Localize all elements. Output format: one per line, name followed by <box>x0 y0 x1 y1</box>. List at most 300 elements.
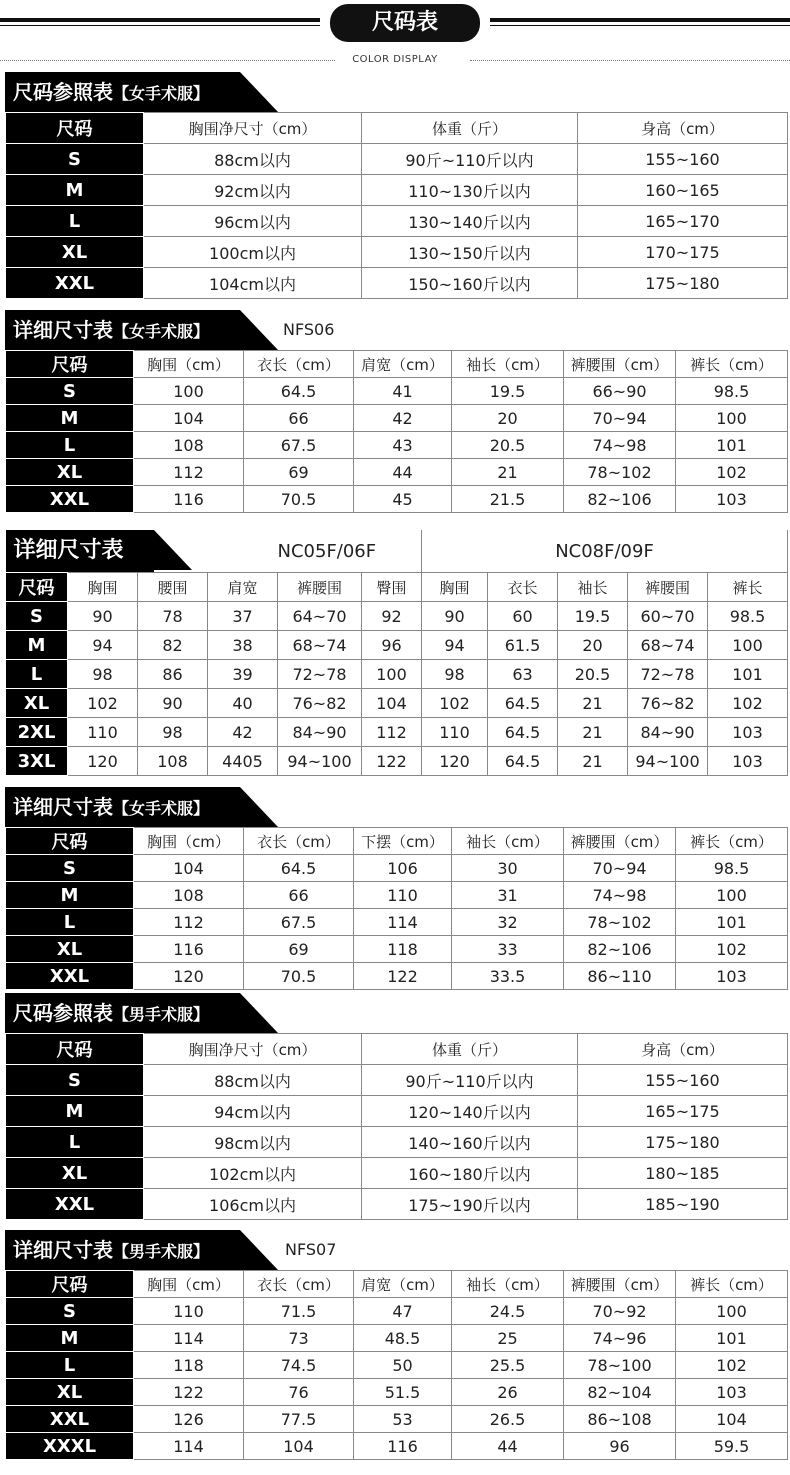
table-cell: 102cm以内 <box>144 1158 362 1189</box>
table-cell: 165~175 <box>578 1096 788 1127</box>
size-cell: XXL <box>6 1406 134 1433</box>
table-cell: 20 <box>452 405 564 432</box>
table-cell: 114 <box>134 1325 244 1352</box>
table-row <box>6 909 788 936</box>
size-cell: XL <box>6 1158 144 1189</box>
women-detail-hem-table <box>5 827 788 990</box>
size-cell: L <box>6 206 144 237</box>
table-cell: 64.5 <box>488 689 558 718</box>
header-cell: 裤腰围 <box>278 573 362 602</box>
table-row <box>6 175 788 206</box>
table-row <box>6 1127 788 1158</box>
table-cell: 104 <box>134 405 244 432</box>
nc-detail-table <box>5 530 788 776</box>
table-cell: 101 <box>676 432 788 459</box>
table-row <box>6 1325 788 1352</box>
table-cell: 122 <box>362 747 422 776</box>
table-cell: 108 <box>134 432 244 459</box>
table-cell: 70.5 <box>244 486 354 513</box>
table-cell: 96 <box>564 1433 676 1460</box>
table-row <box>6 237 788 268</box>
size-cell: M <box>6 1325 134 1352</box>
table-cell: 185~190 <box>578 1189 788 1220</box>
table-cell: 86 <box>138 660 208 689</box>
header-cell: 裤腰围 <box>628 573 708 602</box>
table-cell: 61.5 <box>488 631 558 660</box>
header-rule-left-thin <box>0 25 320 26</box>
size-cell: 2XL <box>6 718 68 747</box>
table-row <box>6 631 788 660</box>
nc-detail-section <box>5 530 787 776</box>
header-cell: 肩宽（cm） <box>354 1271 452 1298</box>
table-cell: 130~140斤以内 <box>362 206 578 237</box>
table-cell: 67.5 <box>244 432 354 459</box>
table-cell: 76~82 <box>278 689 362 718</box>
table-cell: 165~170 <box>578 206 788 237</box>
table-cell: 21 <box>558 747 628 776</box>
table-cell: 69 <box>244 459 354 486</box>
section-title-text: 详细尺寸表 <box>13 1238 113 1262</box>
header-cell: 胸围 <box>422 573 488 602</box>
table-cell: 84~90 <box>278 718 362 747</box>
size-cell: S <box>6 602 68 631</box>
table-row <box>6 268 788 299</box>
table-cell: 92 <box>362 602 422 631</box>
table-cell: 175~190斤以内 <box>362 1189 578 1220</box>
table-cell: 68~74 <box>278 631 362 660</box>
table-row <box>6 378 788 405</box>
table-header-row <box>6 351 788 378</box>
table-cell: 114 <box>354 909 452 936</box>
table-cell: 60 <box>488 602 558 631</box>
header-cell: 裤长（cm） <box>676 1271 788 1298</box>
table-cell: 78~102 <box>564 459 676 486</box>
table-cell: 116 <box>134 936 244 963</box>
table-row <box>6 1096 788 1127</box>
table-cell: 50 <box>354 1352 452 1379</box>
table-cell: 120 <box>68 747 138 776</box>
table-cell: 101 <box>676 1325 788 1352</box>
table-cell: 103 <box>676 486 788 513</box>
header-cell: 袖长（cm） <box>452 1271 564 1298</box>
table-cell: 98 <box>68 660 138 689</box>
table-cell: 98cm以内 <box>144 1127 362 1158</box>
table-row <box>6 432 788 459</box>
table-cell: 78~100 <box>564 1352 676 1379</box>
table-row <box>6 1189 788 1220</box>
table-cell: 63 <box>488 660 558 689</box>
table-cell: 122 <box>134 1379 244 1406</box>
page-title: 尺码表 <box>330 4 480 42</box>
table-cell: 42 <box>208 718 278 747</box>
size-cell: XL <box>6 689 68 718</box>
size-cell: L <box>6 432 134 459</box>
table-cell: 116 <box>134 486 244 513</box>
table-row <box>6 206 788 237</box>
table-row <box>6 882 788 909</box>
header-cell: 胸围（cm） <box>134 828 244 855</box>
table-cell: 92cm以内 <box>144 175 362 206</box>
table-cell: 94~100 <box>628 747 708 776</box>
table-row <box>6 602 788 631</box>
table-cell: 100cm以内 <box>144 237 362 268</box>
table-cell: 110 <box>422 718 488 747</box>
header-cell: 袖长（cm） <box>452 828 564 855</box>
table-cell: 104 <box>134 855 244 882</box>
table-cell: 100 <box>676 405 788 432</box>
table-cell: 100 <box>708 631 788 660</box>
table-row <box>6 1379 788 1406</box>
table-cell: 19.5 <box>558 602 628 631</box>
header-cell: 裤腰围（cm） <box>564 1271 676 1298</box>
size-cell: L <box>6 909 134 936</box>
header-size: 尺码 <box>6 573 68 602</box>
table-cell: 78 <box>138 602 208 631</box>
header-cell: 腰围 <box>138 573 208 602</box>
header-size: 尺码 <box>6 351 134 378</box>
header-cell: 胸围净尺寸（cm） <box>144 1034 362 1065</box>
table-cell: 108 <box>134 882 244 909</box>
header-cell: 胸围（cm） <box>134 1271 244 1298</box>
table-cell: 70~94 <box>564 405 676 432</box>
size-cell: M <box>6 175 144 206</box>
table-cell: 102 <box>676 936 788 963</box>
header-cell: 身高（cm） <box>578 113 788 144</box>
section-title <box>5 72 240 112</box>
men-size-reference-table <box>5 1033 788 1220</box>
table-cell: 70~92 <box>564 1298 676 1325</box>
table-row <box>6 718 788 747</box>
size-cell: M <box>6 882 134 909</box>
size-cell: M <box>6 1096 144 1127</box>
table-cell: 60~70 <box>628 602 708 631</box>
size-cell: L <box>6 660 68 689</box>
men-size-reference-section <box>5 993 787 1220</box>
header-cell: 裤腰围（cm） <box>564 351 676 378</box>
page-header <box>0 0 790 70</box>
section-title <box>5 310 240 350</box>
table-cell: 82~106 <box>564 486 676 513</box>
table-cell: 175~180 <box>578 1127 788 1158</box>
table-row <box>6 144 788 175</box>
table-cell: 88cm以内 <box>144 144 362 175</box>
table-row <box>6 1298 788 1325</box>
section-title-cell <box>6 530 278 573</box>
table-cell: 104 <box>676 1406 788 1433</box>
section-title <box>5 1230 240 1270</box>
table-cell: 126 <box>134 1406 244 1433</box>
header-cell: 裤长（cm） <box>676 351 788 378</box>
table-row <box>6 1158 788 1189</box>
table-cell: 106 <box>354 855 452 882</box>
table-cell: 21 <box>452 459 564 486</box>
table-row <box>6 459 788 486</box>
table-cell: 98 <box>422 660 488 689</box>
header-size: 尺码 <box>6 1034 144 1065</box>
header-cell: 胸围（cm） <box>134 351 244 378</box>
table-cell: 90斤~110斤以内 <box>362 1065 578 1096</box>
size-cell: S <box>6 1298 134 1325</box>
table-row <box>6 689 788 718</box>
table-cell: 102 <box>676 459 788 486</box>
table-cell: 98.5 <box>676 855 788 882</box>
table-cell: 100 <box>134 378 244 405</box>
table-cell: 20 <box>558 631 628 660</box>
header-cell: 裤长 <box>708 573 788 602</box>
size-cell: M <box>6 631 68 660</box>
table-cell: 72~78 <box>278 660 362 689</box>
table-cell: 68~74 <box>628 631 708 660</box>
table-cell: 112 <box>134 459 244 486</box>
table-cell: 170~175 <box>578 237 788 268</box>
table-cell: 66 <box>244 882 354 909</box>
table-cell: 104 <box>362 689 422 718</box>
size-cell: S <box>6 1065 144 1096</box>
table-cell: 104cm以内 <box>144 268 362 299</box>
table-cell: 110~130斤以内 <box>362 175 578 206</box>
table-cell: 74~96 <box>564 1325 676 1352</box>
section-title-text: 尺码参照表 <box>13 80 113 104</box>
table-cell: 43 <box>354 432 452 459</box>
size-cell: 3XL <box>6 747 68 776</box>
table-cell: 90 <box>68 602 138 631</box>
table-cell: 31 <box>452 882 564 909</box>
table-cell: 118 <box>134 1352 244 1379</box>
table-cell: 120~140斤以内 <box>362 1096 578 1127</box>
table-cell: 88cm以内 <box>144 1065 362 1096</box>
table-cell: 74~98 <box>564 882 676 909</box>
table-row <box>6 1406 788 1433</box>
table-cell: 82 <box>138 631 208 660</box>
table-cell: 160~165 <box>578 175 788 206</box>
table-cell: 74~98 <box>564 432 676 459</box>
table-header-row <box>6 113 788 144</box>
table-cell: 21 <box>558 718 628 747</box>
table-cell: 110 <box>134 1298 244 1325</box>
size-cell: XL <box>6 936 134 963</box>
table-cell: 94~100 <box>278 747 362 776</box>
table-cell: 120 <box>422 747 488 776</box>
table-cell: 110 <box>68 718 138 747</box>
women-size-reference-table <box>5 112 788 299</box>
table-cell: 120 <box>134 963 244 990</box>
section-title-suffix: 【女手术服】 <box>113 84 210 103</box>
table-cell: 100 <box>676 882 788 909</box>
table-cell: 160~180斤以内 <box>362 1158 578 1189</box>
women-size-reference-section <box>5 72 787 299</box>
table-cell: 150~160斤以内 <box>362 268 578 299</box>
section-title-text: 详细尺寸表 <box>13 795 113 819</box>
women-detail-hem-section <box>5 787 787 990</box>
header-rule-right <box>490 18 790 22</box>
table-cell: 110 <box>354 882 452 909</box>
header-cell: 袖长 <box>558 573 628 602</box>
table-cell: 21.5 <box>452 486 564 513</box>
table-row <box>6 660 788 689</box>
table-cell: 33 <box>452 936 564 963</box>
table-cell: 101 <box>676 909 788 936</box>
header-size: 尺码 <box>6 1271 134 1298</box>
table-cell: 98 <box>138 718 208 747</box>
table-cell: 26.5 <box>452 1406 564 1433</box>
group-label-a: NC05F/06F <box>278 530 422 573</box>
table-cell: 90斤~110斤以内 <box>362 144 578 175</box>
table-cell: 130~150斤以内 <box>362 237 578 268</box>
table-cell: 70.5 <box>244 963 354 990</box>
table-cell: 39 <box>208 660 278 689</box>
table-cell: 66 <box>244 405 354 432</box>
table-row <box>6 1352 788 1379</box>
table-cell: 96cm以内 <box>144 206 362 237</box>
section-title-text: 详细尺寸表 <box>13 318 113 342</box>
table-cell: 103 <box>676 1379 788 1406</box>
table-cell: 116 <box>354 1433 452 1460</box>
table-cell: 103 <box>676 963 788 990</box>
table-cell: 155~160 <box>578 144 788 175</box>
men-detail-nfs07-section <box>5 1230 787 1460</box>
table-header-row <box>6 573 788 602</box>
table-group-row <box>6 530 788 573</box>
table-cell: 103 <box>708 747 788 776</box>
page-subtitle: COLOR DISPLAY <box>352 54 438 65</box>
header-cell: 裤长（cm） <box>676 828 788 855</box>
table-cell: 102 <box>708 689 788 718</box>
header-cell: 肩宽（cm） <box>354 351 452 378</box>
table-cell: 72~78 <box>628 660 708 689</box>
size-cell: XL <box>6 237 144 268</box>
table-cell: 104 <box>244 1433 354 1460</box>
table-cell: 66~90 <box>564 378 676 405</box>
table-cell: 44 <box>354 459 452 486</box>
table-cell: 53 <box>354 1406 452 1433</box>
model-code: NFS06 <box>283 320 335 339</box>
table-cell: 64~70 <box>278 602 362 631</box>
table-cell: 25 <box>452 1325 564 1352</box>
table-cell: 37 <box>208 602 278 631</box>
table-cell: 108 <box>138 747 208 776</box>
table-cell: 94 <box>422 631 488 660</box>
table-cell: 114 <box>134 1433 244 1460</box>
size-cell: XXL <box>6 963 134 990</box>
size-cell: M <box>6 405 134 432</box>
table-cell: 64.5 <box>488 718 558 747</box>
section-title-suffix: 【男手术服】 <box>113 1005 210 1024</box>
size-cell: S <box>6 855 134 882</box>
section-title-suffix: 【女手术服】 <box>113 322 210 341</box>
header-cell: 胸围 <box>68 573 138 602</box>
table-cell: 86~110 <box>564 963 676 990</box>
header-cell: 臀围 <box>362 573 422 602</box>
size-cell: S <box>6 144 144 175</box>
table-row <box>6 963 788 990</box>
table-cell: 48.5 <box>354 1325 452 1352</box>
table-cell: 94cm以内 <box>144 1096 362 1127</box>
size-cell: L <box>6 1127 144 1158</box>
men-detail-nfs07-table <box>5 1270 788 1460</box>
section-title-suffix: 【女手术服】 <box>113 799 210 818</box>
table-cell: 96 <box>362 631 422 660</box>
table-cell: 102 <box>422 689 488 718</box>
table-cell: 118 <box>354 936 452 963</box>
table-row <box>6 486 788 513</box>
header-size: 尺码 <box>6 113 144 144</box>
table-cell: 4405 <box>208 747 278 776</box>
table-cell: 64.5 <box>244 378 354 405</box>
header-cell: 衣长（cm） <box>244 1271 354 1298</box>
size-cell: XL <box>6 459 134 486</box>
table-cell: 76 <box>244 1379 354 1406</box>
table-cell: 73 <box>244 1325 354 1352</box>
table-cell: 90 <box>422 602 488 631</box>
section-title <box>5 993 240 1033</box>
size-cell: XXL <box>6 268 144 299</box>
table-row <box>6 1433 788 1460</box>
header-cell: 衣长（cm） <box>244 351 354 378</box>
table-cell: 47 <box>354 1298 452 1325</box>
table-row <box>6 1065 788 1096</box>
women-detail-nfs06-table <box>5 350 788 513</box>
header-cell: 衣长 <box>488 573 558 602</box>
header-cell: 肩宽 <box>208 573 278 602</box>
size-cell: XXL <box>6 486 134 513</box>
table-cell: 78~102 <box>564 909 676 936</box>
section-title-suffix: 【男手术服】 <box>113 1242 210 1261</box>
table-cell: 44 <box>452 1433 564 1460</box>
model-code: NFS07 <box>285 1240 337 1259</box>
section-title-text: 详细尺寸表 <box>13 538 124 563</box>
table-cell: 64.5 <box>488 747 558 776</box>
table-cell: 26 <box>452 1379 564 1406</box>
size-cell: XXXL <box>6 1433 134 1460</box>
table-cell: 42 <box>354 405 452 432</box>
size-cell: S <box>6 378 134 405</box>
table-cell: 21 <box>558 689 628 718</box>
table-header-row <box>6 1271 788 1298</box>
table-cell: 64.5 <box>244 855 354 882</box>
table-cell: 180~185 <box>578 1158 788 1189</box>
table-cell: 25.5 <box>452 1352 564 1379</box>
table-cell: 41 <box>354 378 452 405</box>
table-cell: 51.5 <box>354 1379 452 1406</box>
header-cell: 裤腰围（cm） <box>564 828 676 855</box>
table-cell: 71.5 <box>244 1298 354 1325</box>
section-title-text: 尺码参照表 <box>13 1001 113 1025</box>
group-label-b: NC08F/09F <box>422 530 788 573</box>
size-cell: L <box>6 1352 134 1379</box>
table-cell: 102 <box>68 689 138 718</box>
table-cell: 82~106 <box>564 936 676 963</box>
table-cell: 69 <box>244 936 354 963</box>
table-cell: 98.5 <box>676 378 788 405</box>
table-cell: 140~160斤以内 <box>362 1127 578 1158</box>
table-cell: 84~90 <box>628 718 708 747</box>
women-detail-nfs06-section <box>5 310 787 513</box>
table-cell: 74.5 <box>244 1352 354 1379</box>
table-row <box>6 855 788 882</box>
table-cell: 82~104 <box>564 1379 676 1406</box>
size-cell: XL <box>6 1379 134 1406</box>
header-cell: 袖长（cm） <box>452 351 564 378</box>
table-cell: 67.5 <box>244 909 354 936</box>
size-cell: XXL <box>6 1189 144 1220</box>
table-cell: 112 <box>134 909 244 936</box>
table-cell: 101 <box>708 660 788 689</box>
table-row <box>6 405 788 432</box>
table-header-row <box>6 828 788 855</box>
table-cell: 106cm以内 <box>144 1189 362 1220</box>
section-title <box>6 530 154 572</box>
table-cell: 155~160 <box>578 1065 788 1096</box>
